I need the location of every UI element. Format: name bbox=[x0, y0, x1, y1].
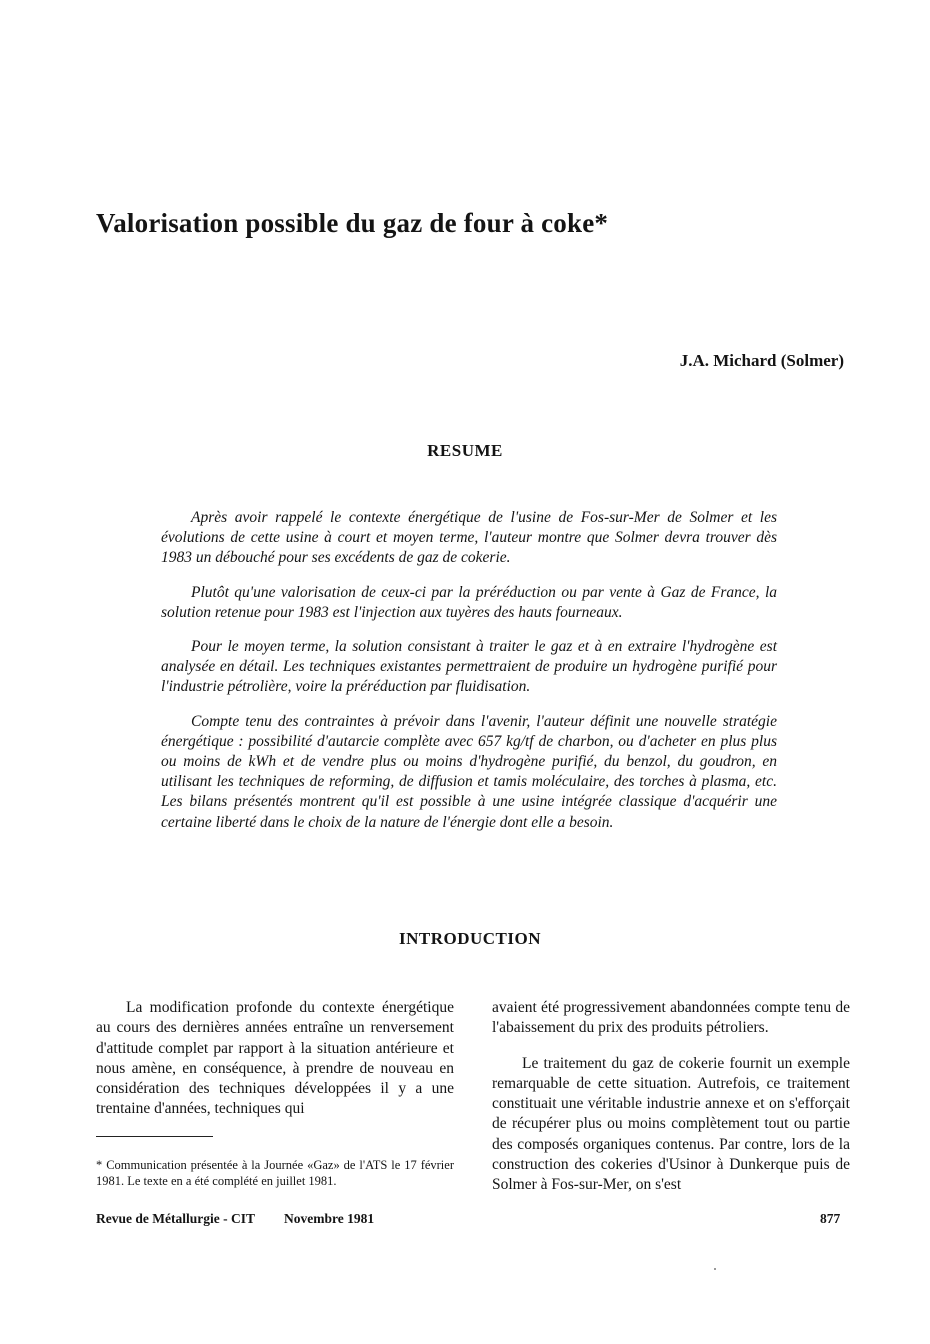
abstract-paragraph: Pour le moyen terme, la solution consistant à traiter le gaz et à en extraire l'hydrogène est analysée en détail. Les techniques existantes permettraient de produire un hydrogène purifié pour l'industrie pétrolière, voire la préréduction par fluidisation. bbox=[161, 638, 777, 696]
body-paragraph: La modification profonde du contexte énergétique au cours des dernières années entraîne un renversement d'attitude complet par rapport à la situation antérieure et nous amène, en conséquence, à prendre de nouveau en considération des techniques développées il y a une trentaine d'années, techniques qui bbox=[96, 999, 454, 1118]
author-line: J.A. Michard (Solmer) bbox=[679, 351, 844, 370]
abstract-paragraph: Après avoir rappelé le contexte énergétique de l'usine de Fos-sur-Mer de Solmer et les évolutions de cette usine à court et moyen terme, l'auteur montre que Solmer devra trouver dès 1983 un débouché pour ses excédents de gaz de cokerie. bbox=[161, 509, 777, 567]
footer-date: Novembre 1981 bbox=[284, 1211, 375, 1226]
footer-journal: Revue de Métallurgie - CIT bbox=[96, 1211, 255, 1226]
abstract bbox=[161, 508, 777, 847]
footnote: * Communication présentée à la Journée «Gaz» de l'ATS le 17 février 1981. Le texte en a été complété en juillet 1981. bbox=[96, 1158, 454, 1188]
scan-speck bbox=[714, 1268, 716, 1270]
footnote-rule bbox=[96, 1136, 213, 1137]
introduction-heading: INTRODUCTION bbox=[398, 929, 542, 948]
body-column-right bbox=[492, 998, 850, 1211]
page-number: 877 bbox=[820, 1211, 841, 1226]
resume-heading: RESUME bbox=[427, 441, 503, 460]
article-title: Valorisation possible du gaz de four à coke* bbox=[96, 208, 609, 238]
abstract-paragraph: Compte tenu des contraintes à prévoir dans l'avenir, l'auteur définit une nouvelle stratégie énergétique : possibilité d'autarcie complète avec 657 kg/tf de charbon, ou d'acheter en plus plus ou moins de kWh et de vendre plus ou moins d'hydrogène purifié, du benzol, du goudron, en utilisant les techniques de reforming, de diffusion et tamis moléculaire, des torches à plasma, etc. Les bilans présentés montrent qu'il est possible à une usine intégrée classique d'acquérir une certaine liberté dans le choix de la nature de l'énergie dont elle a besoin. bbox=[161, 712, 777, 831]
body-paragraph: Le traitement du gaz de cokerie fournit un exemple remarquable de cette situation. Autrefois, ce traitement constituait une véritable industrie annexe et on s'efforçait de récupérer plus ou moins complètement tout ou partie des composés organiques contenus. Par contre, lors de la construction des cokeries d'Usinor à Dunkerque puis de Solmer à Fos-sur-Mer, on s'est bbox=[492, 1054, 850, 1194]
body-paragraph: avaient été progressivement abandonnées compte tenu de l'abaissement du prix des produits pétroliers. bbox=[492, 999, 850, 1037]
abstract-paragraph: Plutôt qu'une valorisation de ceux-ci par la préréduction ou par vente à Gaz de France, la solution retenue pour 1983 est l'injection aux tuyères des hauts fourneaux. bbox=[161, 583, 777, 621]
body-column-left bbox=[96, 998, 454, 1135]
